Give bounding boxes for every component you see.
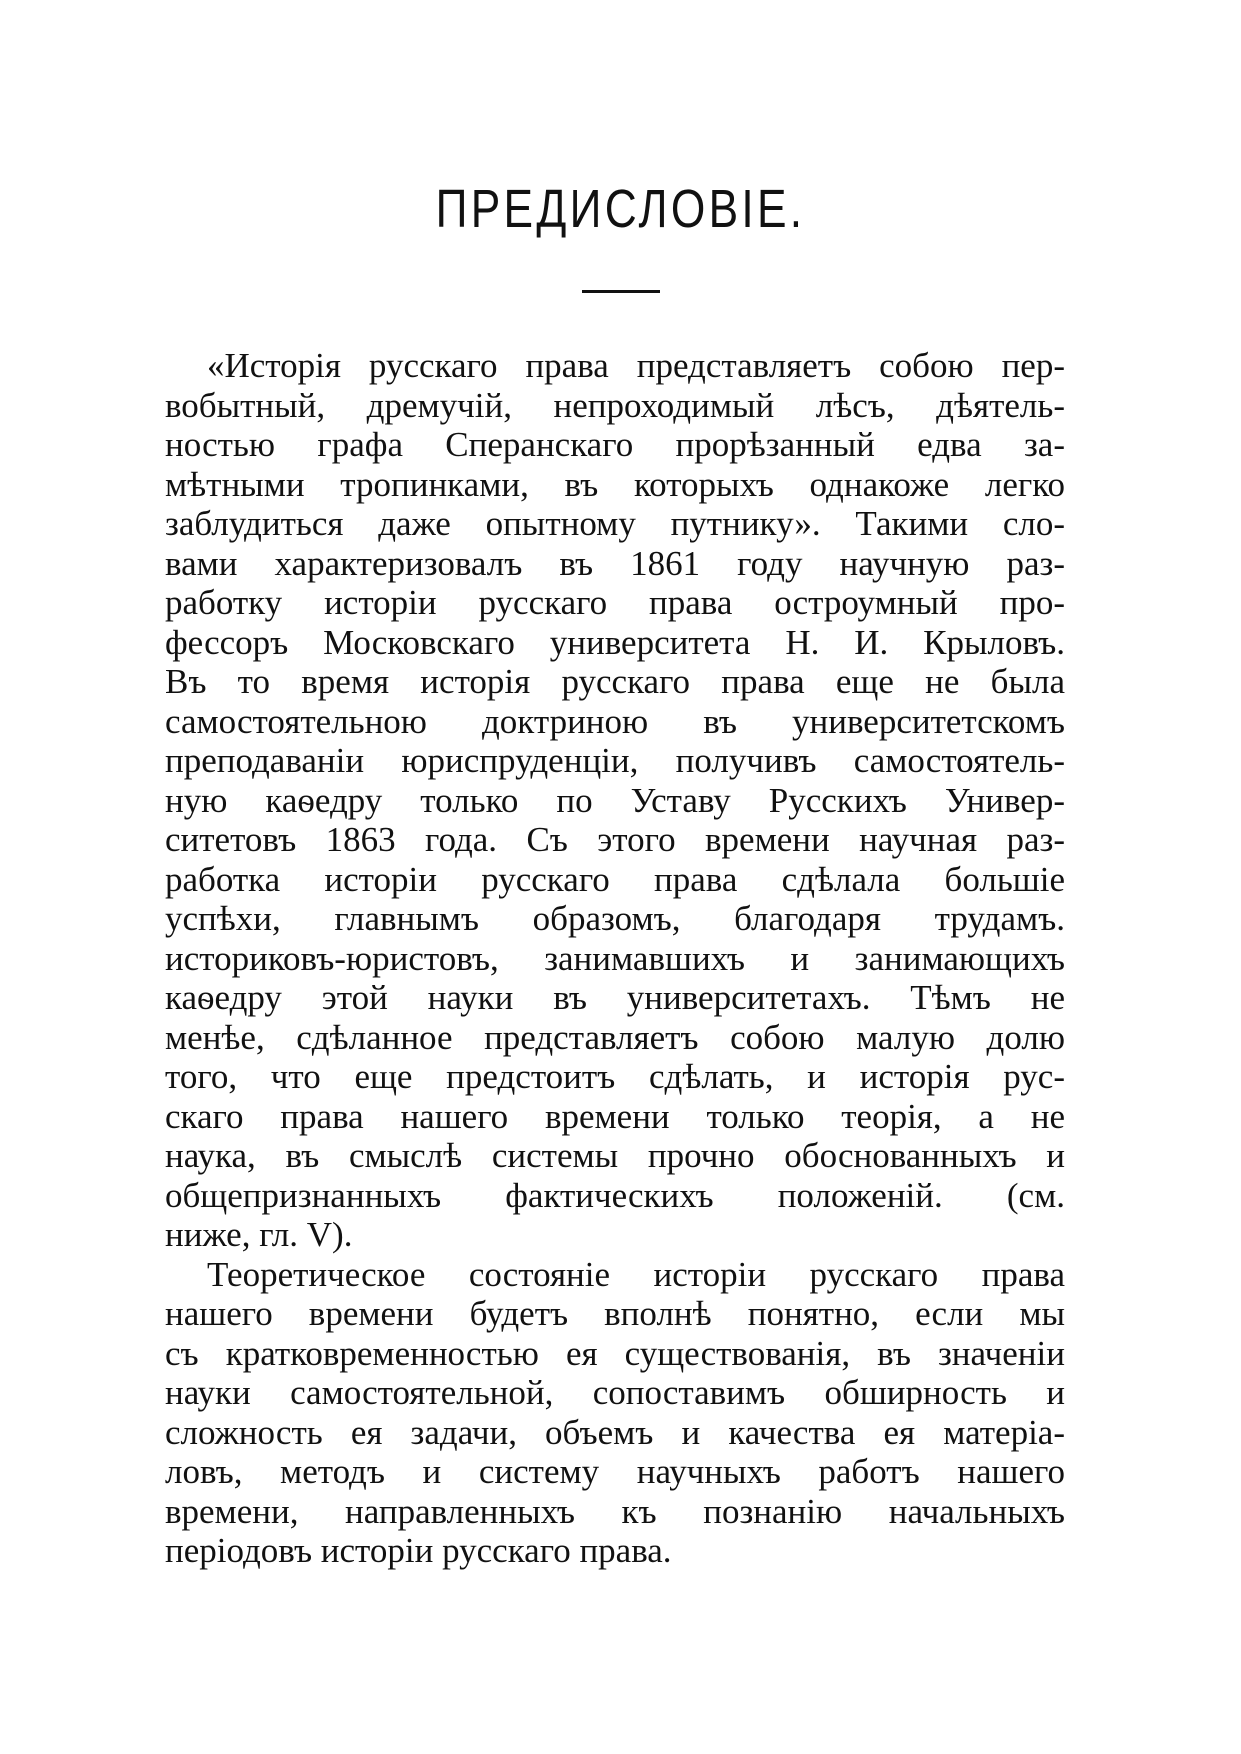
text-line: нашего времени будетъ вполнѣ понятно, если мы xyxy=(165,1294,1065,1333)
text-line: времени, направленныхъ къ познанію начальныхъ xyxy=(165,1491,1065,1531)
text-line: съ кратковременностью ея существованія, въ значеніи xyxy=(165,1333,1065,1373)
text-line: вобытный, дремучій, непроходимый лѣсъ, дѣятель- xyxy=(165,385,1065,425)
text-line: заблудиться даже опытному путнику». Такими сло- xyxy=(165,504,1065,543)
text-line: общепризнанныхъ фактическихъ положеній. (см. xyxy=(165,1175,1065,1215)
text-line: наука, въ смыслѣ системы прочно обоснованныхъ и xyxy=(165,1136,1065,1175)
title-rule xyxy=(582,290,660,293)
text-line: менѣе, сдѣланное представляетъ собою малую долю xyxy=(165,1017,1065,1057)
text-line: фессоръ Московскаго университета Н. И. Крыловъ. xyxy=(165,622,1065,662)
text-line: того, что еще предстоитъ сдѣлать, и исторія рус- xyxy=(165,1057,1065,1096)
text-line: мѣтными тропинками, въ которыхъ однакоже легко xyxy=(165,464,1065,504)
text-line: ситетовъ 1863 года. Съ этого времени научная раз- xyxy=(165,820,1065,859)
text-line: успѣхи, главнымъ образомъ, благодаря трудамъ. xyxy=(165,899,1065,938)
page-title: ПРЕДИСЛОВІЕ. xyxy=(435,179,806,239)
text-line: ную каѳедру только по Уставу Русскихъ Универ- xyxy=(165,780,1065,820)
text-line: «Исторія русскаго права представляетъ собою пер- xyxy=(207,346,1065,385)
text-line: ностью графа Сперанскаго прорѣзанный едва за- xyxy=(165,425,1065,464)
text-line: ловъ, методъ и систему научныхъ работъ нашего xyxy=(165,1452,1065,1491)
text-line: періодовъ исторіи русскаго права. xyxy=(165,1531,672,1570)
text-line: работку исторіи русскаго права остроумный про- xyxy=(165,583,1065,622)
text-line: вами характеризовалъ въ 1861 году научную раз- xyxy=(165,543,1065,583)
text-line: самостоятельною доктриною въ университетскомъ xyxy=(165,701,1065,741)
text-line: сложность ея задачи, объемъ и качества ея матеріа- xyxy=(165,1412,1065,1452)
text-line: скаго права нашего времени только теорія, а не xyxy=(165,1096,1065,1136)
text-line: Теоретическое состояніе исторіи русскаго права xyxy=(207,1254,1065,1294)
text-line: ниже, гл. V). xyxy=(165,1215,353,1254)
text-line: историковъ-юристовъ, занимавшихъ и занимающихъ xyxy=(165,938,1065,978)
text-line: преподаваніи юриспруденціи, получивъ самостоятель- xyxy=(165,741,1065,780)
text-line: каѳедру этой науки въ университетахъ. Тѣмъ не xyxy=(165,978,1065,1017)
text-line: работка исторіи русскаго права сдѣлала большіе xyxy=(165,859,1065,899)
text-line: Въ то время исторія русскаго права еще не была xyxy=(165,662,1065,701)
preface-text xyxy=(165,346,1065,1571)
text-line: науки самостоятельной, сопоставимъ обширность и xyxy=(165,1373,1065,1412)
